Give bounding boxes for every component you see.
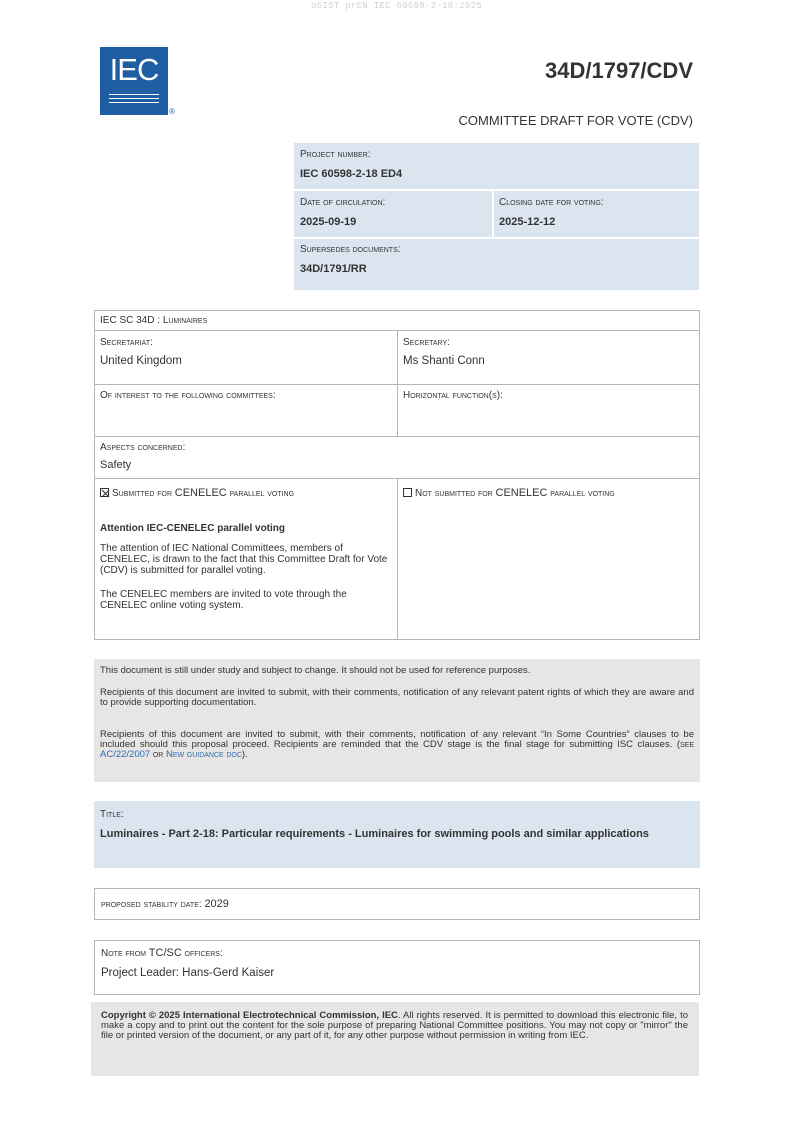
secretariat-label: Secretariat:: [100, 337, 153, 348]
note-label-tc: TC/SC: [148, 947, 182, 959]
logo-text: IEC: [109, 52, 159, 87]
new-guidance-doc-link[interactable]: New guidance doc: [165, 749, 242, 760]
document-type: COMMITTEE DRAFT FOR VOTE (CDV): [458, 113, 693, 128]
attention-text: The attention of IEC National Committees, members of CENELEC, is drawn to the fact that this Committee Draft for Vote (CDV) is submitted for parallel voting.: [100, 543, 388, 576]
officers-note-box: [94, 940, 700, 995]
notice-paragraph-1: This document is still under study and subject to change. It should not be used for reference purposes.: [100, 665, 531, 676]
copyright-bold: Copyright © 2025 International Electrotechnical Commission, IEC: [101, 1010, 398, 1021]
secretariat-value: United Kingdom: [100, 355, 182, 367]
divider: [94, 436, 700, 437]
notice-p3-see: see: [679, 739, 694, 750]
submitted-suffix: parallel voting: [226, 488, 295, 499]
watermark: oSIST prEN IEC 60598-2-18:2025: [310, 1, 483, 11]
notice-p3-end: ).: [241, 749, 248, 760]
logo-line: [109, 98, 159, 99]
unchecked-checkbox-icon[interactable]: [403, 488, 412, 497]
not-submitted-prefix: Not submitted for: [415, 488, 496, 499]
project-number-label: Project number:: [300, 149, 371, 160]
circulation-date-value: 2025-09-19: [300, 216, 357, 228]
supersedes-value: 34D/1791/RR: [300, 263, 367, 275]
circulation-date-label: Date of circulation:: [300, 197, 386, 208]
project-leader: Project Leader: Hans-Gerd Kaiser: [101, 967, 275, 979]
note-label-prefix: Note from: [101, 948, 149, 959]
stability-value: 2029: [204, 898, 229, 910]
logo-line: [109, 94, 159, 95]
not-submitted-suffix: parallel voting: [547, 488, 615, 499]
project-info-box: [294, 143, 699, 290]
divider: [294, 237, 699, 239]
not-submitted-cenelec-option[interactable]: [403, 487, 615, 499]
project-number-value: IEC 60598-2-18 ED4: [300, 168, 403, 180]
notice-p3-text: Recipients of this document are invited to submit, with their comments, notification of any relevant “In Some Countries” clauses to be included should this proposal proceed. Recipients are reminded that the CDV stage is the final stage for submitting ISC clauses. (: [100, 729, 694, 750]
ac-22-2007-link[interactable]: AC/22/2007: [100, 749, 151, 760]
note-label-suffix: officers:: [181, 948, 223, 959]
stability-label: proposed stability date:: [101, 899, 205, 910]
stability-box: [94, 888, 700, 920]
title-box: [94, 801, 700, 868]
interest-committees-label: Of interest to the following committees:: [100, 390, 276, 401]
title-label: Title:: [100, 809, 124, 820]
attention-title: Attention IEC-CENELEC parallel voting: [100, 523, 286, 534]
closing-date-value: 2025-12-12: [499, 216, 556, 228]
not-submitted-cenelec: CENELEC: [495, 487, 548, 499]
document-title: Luminaires - Part 2-18: Particular requirements - Luminaires for swimming pools and similar applications: [100, 828, 649, 840]
committee-title-prefix: IEC SC 34D :: [100, 315, 163, 326]
divider: [94, 384, 700, 385]
submitted-cenelec-option[interactable]: [100, 487, 294, 499]
copyright-body: . All rights reserved. It is permitted to download this electronic file, to make a copy and to print out the content for the sole purpose of preparing National Committee positions. You may not copy or "mirror" the file or printed version of the document, or any part of it, for any other purpose without permission in writing from IEC.: [101, 1010, 688, 1041]
logo-line: [109, 102, 159, 103]
divider: [397, 478, 398, 640]
submitted-cenelec: CENELEC: [174, 487, 227, 499]
supersedes-label: Supersedes documents:: [300, 244, 401, 255]
committee-title-name: Luminaires: [162, 315, 208, 326]
copyright-box: [91, 1002, 699, 1076]
secretary-label: Secretary:: [403, 337, 450, 348]
aspects-label: Aspects concerned:: [100, 442, 186, 453]
registered-mark: ®: [169, 107, 175, 116]
document-number: 34D/1797/CDV: [545, 58, 693, 83]
divider: [492, 189, 494, 237]
committee-title: [100, 315, 207, 326]
notice-box: [94, 659, 700, 782]
horizontal-functions-label: Horizontal function(s):: [403, 390, 503, 401]
notice-paragraph-3: [100, 730, 694, 760]
iec-logo: [100, 47, 168, 115]
notice-paragraph-2: Recipients of this document are invited to submit, with their comments, notification of any relevant patent rights of which they are aware and to provide supporting documentation.: [100, 687, 694, 708]
notice-p3-or: or: [152, 749, 164, 760]
closing-date-label: Closing date for voting:: [499, 197, 604, 208]
members-text: The CENELEC members are invited to vote through the CENELEC online voting system.: [100, 589, 347, 611]
aspects-value: Safety: [100, 459, 132, 471]
copyright-text: [101, 1011, 688, 1041]
checked-checkbox-icon[interactable]: [100, 488, 109, 497]
secretary-value: Ms Shanti Conn: [403, 355, 485, 367]
divider: [294, 189, 699, 191]
submitted-prefix: Submitted for: [112, 488, 175, 499]
divider: [397, 330, 398, 436]
